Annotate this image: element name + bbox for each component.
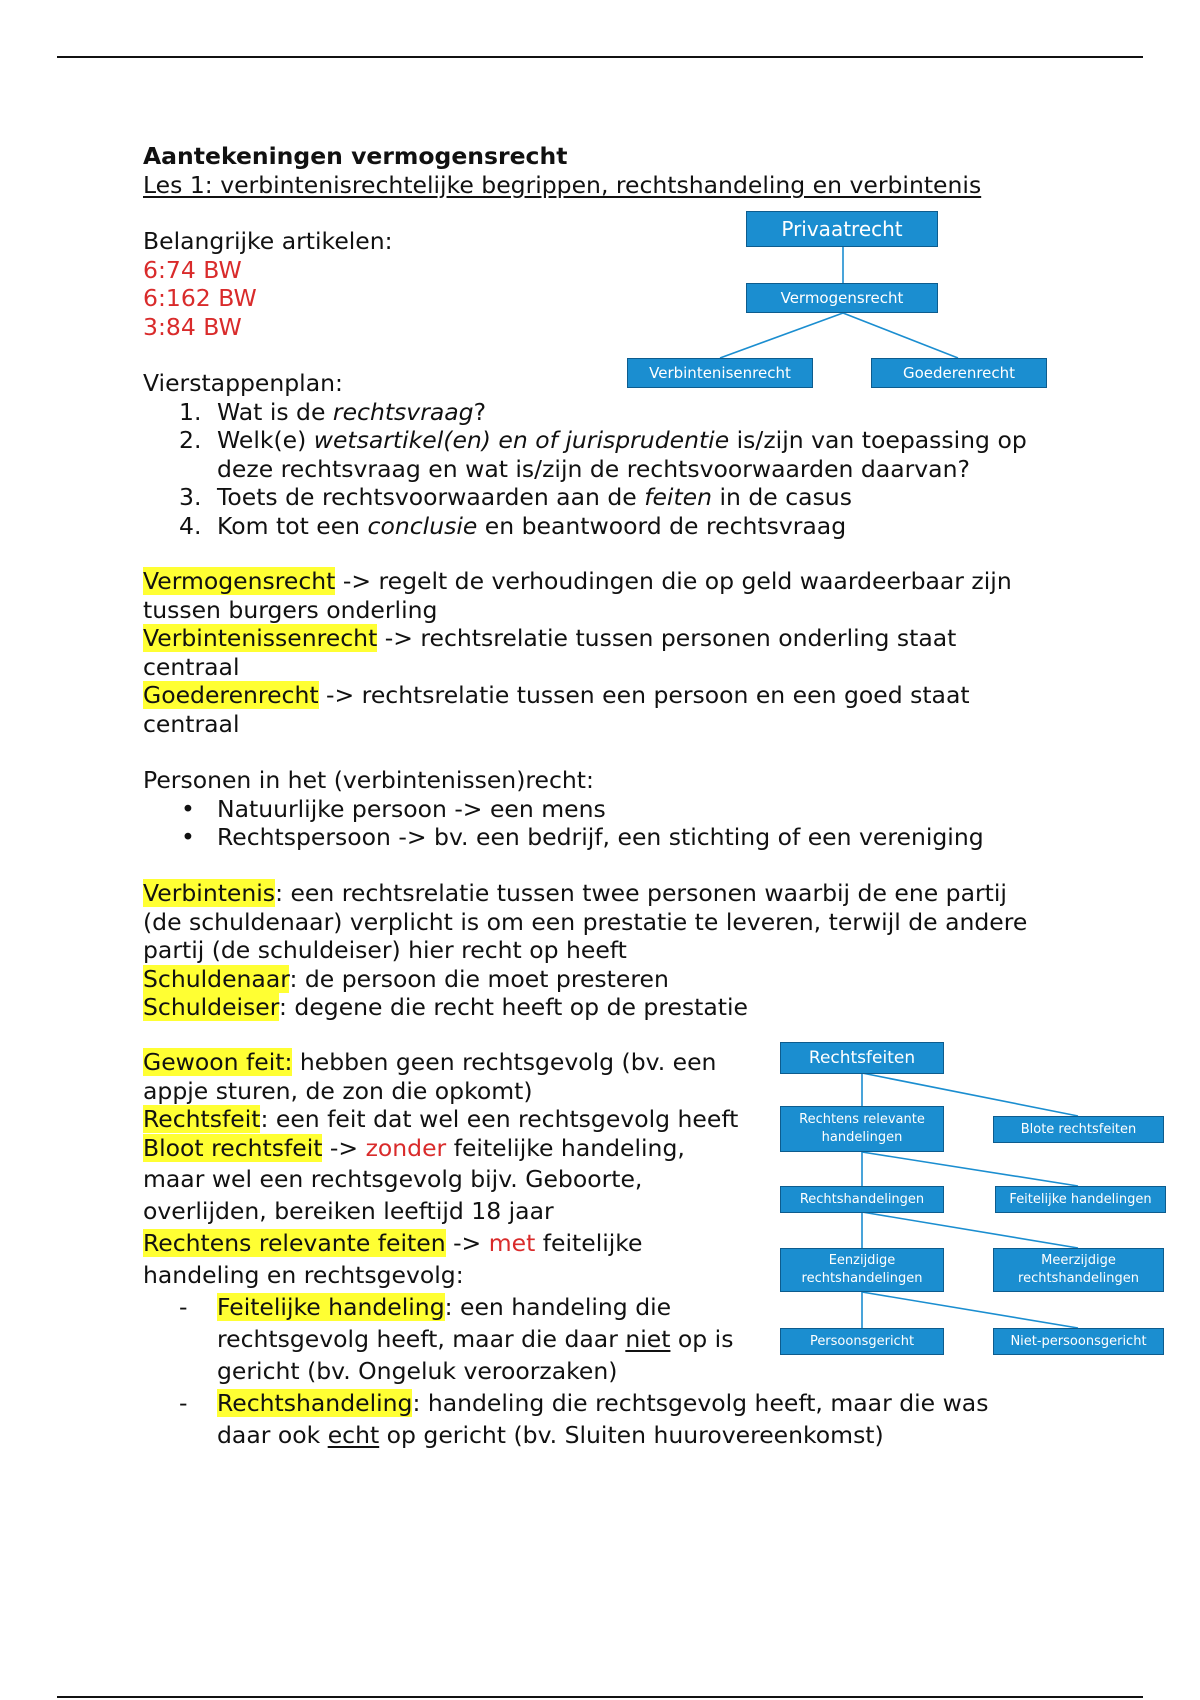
definition: Vermogensrecht -> regelt de verhoudingen die op geld waardeerbaar zijn xyxy=(143,567,1012,595)
diagram-node-eenzijdige: Eenzijdige rechtshandelingen xyxy=(780,1248,944,1292)
list-item: - Feitelijke handeling: een handeling die rechtsgevolg heeft, maar die daar niet op is gericht (bv. Ongeluk veroorzaken) xyxy=(179,1293,734,1385)
definition: Goederenrecht -> rechtsrelatie tussen een persoon en een goed staat xyxy=(143,681,970,709)
dash-icon: - xyxy=(179,1389,188,1417)
bullet-icon: • xyxy=(181,794,195,823)
diagram-node-rechtshandelingen: Rechtshandelingen xyxy=(780,1186,944,1213)
plan-step: 1. Wat is de rechtsvraag? xyxy=(179,397,487,426)
plan-heading: Vierstappenplan: xyxy=(143,369,343,397)
article-item: 3:84 BW xyxy=(143,312,242,341)
diagram-node-meerzijdige: Meerzijdige rechtshandelingen xyxy=(993,1248,1164,1292)
connector-line xyxy=(843,313,958,358)
term-highlight: Verbintenis xyxy=(143,879,276,907)
list-item: • Rechtspersoon -> bv. een bedrijf, een stichting of een vereniging xyxy=(181,823,984,851)
diagram-node-goederenrecht: Goederenrecht xyxy=(871,358,1047,388)
term-highlight: Goederenrecht xyxy=(143,681,319,709)
plan-step: 3. Toets de rechtsvoorwaarden aan de feiten in de casus xyxy=(179,483,852,511)
plan-step-number: 4. xyxy=(179,511,202,540)
definitions-block: Vermogensrecht -> regelt de verhoudingen die op geld waardeerbaar zijn tussen burgers onderling Verbintenissenrecht -> rechtsrelatie tussen personen onderling staat centraal Goederenrecht -> rechtsrelatie tussen een persoon en een goed staat centraal xyxy=(143,567,1012,738)
term-highlight: Gewoon feit: xyxy=(143,1048,293,1076)
plan-step: 4. Kom tot een conclusie en beantwoord de rechtsvraag xyxy=(179,511,847,540)
connector-line xyxy=(720,313,843,358)
diagram-node-rechtens-relevante: Rechtens relevante handelingen xyxy=(780,1106,944,1152)
diagram-node-niet-persoonsgericht: Niet-persoonsgericht xyxy=(993,1328,1164,1355)
plan-step-number: 3. xyxy=(179,483,202,511)
article-item: 6:74 BW xyxy=(143,255,242,284)
dash-icon: - xyxy=(179,1293,188,1321)
diagram-node-verbintenisrecht: Verbintenisenrecht xyxy=(627,358,813,388)
feiten-block: Gewoon feit: hebben geen rechtsgevolg (bv. een appje sturen, de zon die opkomt) Rechtsfeit: een feit dat wel een rechtsgevolg heeft Bloot rechtsfeit -> zonder feitelijke handeling, xyxy=(143,1048,739,1162)
plan-step-number: 1. xyxy=(179,397,202,426)
verbintenis-block: Verbintenis: een rechtsrelatie tussen twee personen waarbij de ene partij (de schuldenaar) verplicht is om een prestatie te leveren, terwijl de andere partij (de schuldeiser) hier recht op heeft Schuldenaar: de persoon die moet presteren Schuldeiser: degene die recht heeft op de prestatie xyxy=(143,879,1028,1021)
connector-line xyxy=(862,1152,1078,1186)
diagram-node-blote-rechtsfeiten: Blote rechtsfeiten xyxy=(993,1116,1164,1143)
definition: Verbintenissenrecht -> rechtsrelatie tussen personen onderling staat xyxy=(143,624,957,652)
bullet-icon: • xyxy=(181,823,195,851)
diagram-node-rechtsfeiten: Rechtsfeiten xyxy=(780,1042,944,1074)
term-highlight: Schuldeiser xyxy=(143,993,280,1021)
feiten-block-2: maar wel een rechtsgevolg bijv. Geboorte, overlijden, bereiken leeftijd 18 jaar Rechtens relevante feiten -> met feitelijke handeling en rechtsgevolg: - Feitelijke handeling: een handeling die rechtsgevolg heeft, maar die daar niet op is gericht (bv. Ongeluk veroorzaken) - Rechtshandeling: handeling die rechtsgevolg heeft, maar die was daar ook echt op gericht (bv. Sluiten huurovereenkomst) xyxy=(143,1165,989,1449)
persons-heading: Personen in het (verbintenissen)recht: xyxy=(143,766,594,794)
diagram-node-privaatrecht: Privaatrecht xyxy=(746,211,938,247)
connector-line xyxy=(862,1292,1078,1328)
list-item: • Natuurlijke persoon -> een mens xyxy=(181,794,606,823)
term-highlight: Rechtens relevante feiten xyxy=(143,1229,446,1257)
term-highlight: Schuldenaar xyxy=(143,964,290,993)
diagram-node-feitelijke-handelingen: Feitelijke handelingen xyxy=(995,1186,1166,1213)
term-highlight: Rechtshandeling xyxy=(217,1389,413,1417)
list-item: - Rechtshandeling: handeling die rechtsgevolg heeft, maar die was daar ook echt op gericht (bv. Sluiten huurovereenkomst) xyxy=(179,1389,989,1449)
page-title: Aantekeningen vermogensrecht xyxy=(143,142,568,170)
term-highlight: Feitelijke handeling xyxy=(217,1293,445,1321)
diagram-node-persoonsgericht: Persoonsgericht xyxy=(780,1328,944,1355)
term-highlight: Vermogensrecht xyxy=(143,567,336,595)
articles-heading: Belangrijke artikelen: xyxy=(143,227,393,255)
page-subtitle: Les 1: verbintenisrechtelijke begrippen, rechtshandeling en verbintenis xyxy=(143,170,982,199)
term-highlight: Rechtsfeit xyxy=(143,1105,261,1133)
plan-step: 2. Welk(e) wetsartikel(en) en of jurisprudentie is/zijn van toepassing op deze rechtsvraag en wat is/zijn de rechtsvoorwaarden daarvan? xyxy=(179,426,1027,483)
term-highlight: Verbintenissenrecht xyxy=(143,624,378,652)
term-highlight: Bloot rechtsfeit xyxy=(143,1133,323,1162)
diagram-node-vermogensrecht: Vermogensrecht xyxy=(746,283,938,313)
plan-step-number: 2. xyxy=(179,426,202,454)
connector-line xyxy=(862,1212,1078,1248)
article-item: 6:162 BW xyxy=(143,284,257,312)
